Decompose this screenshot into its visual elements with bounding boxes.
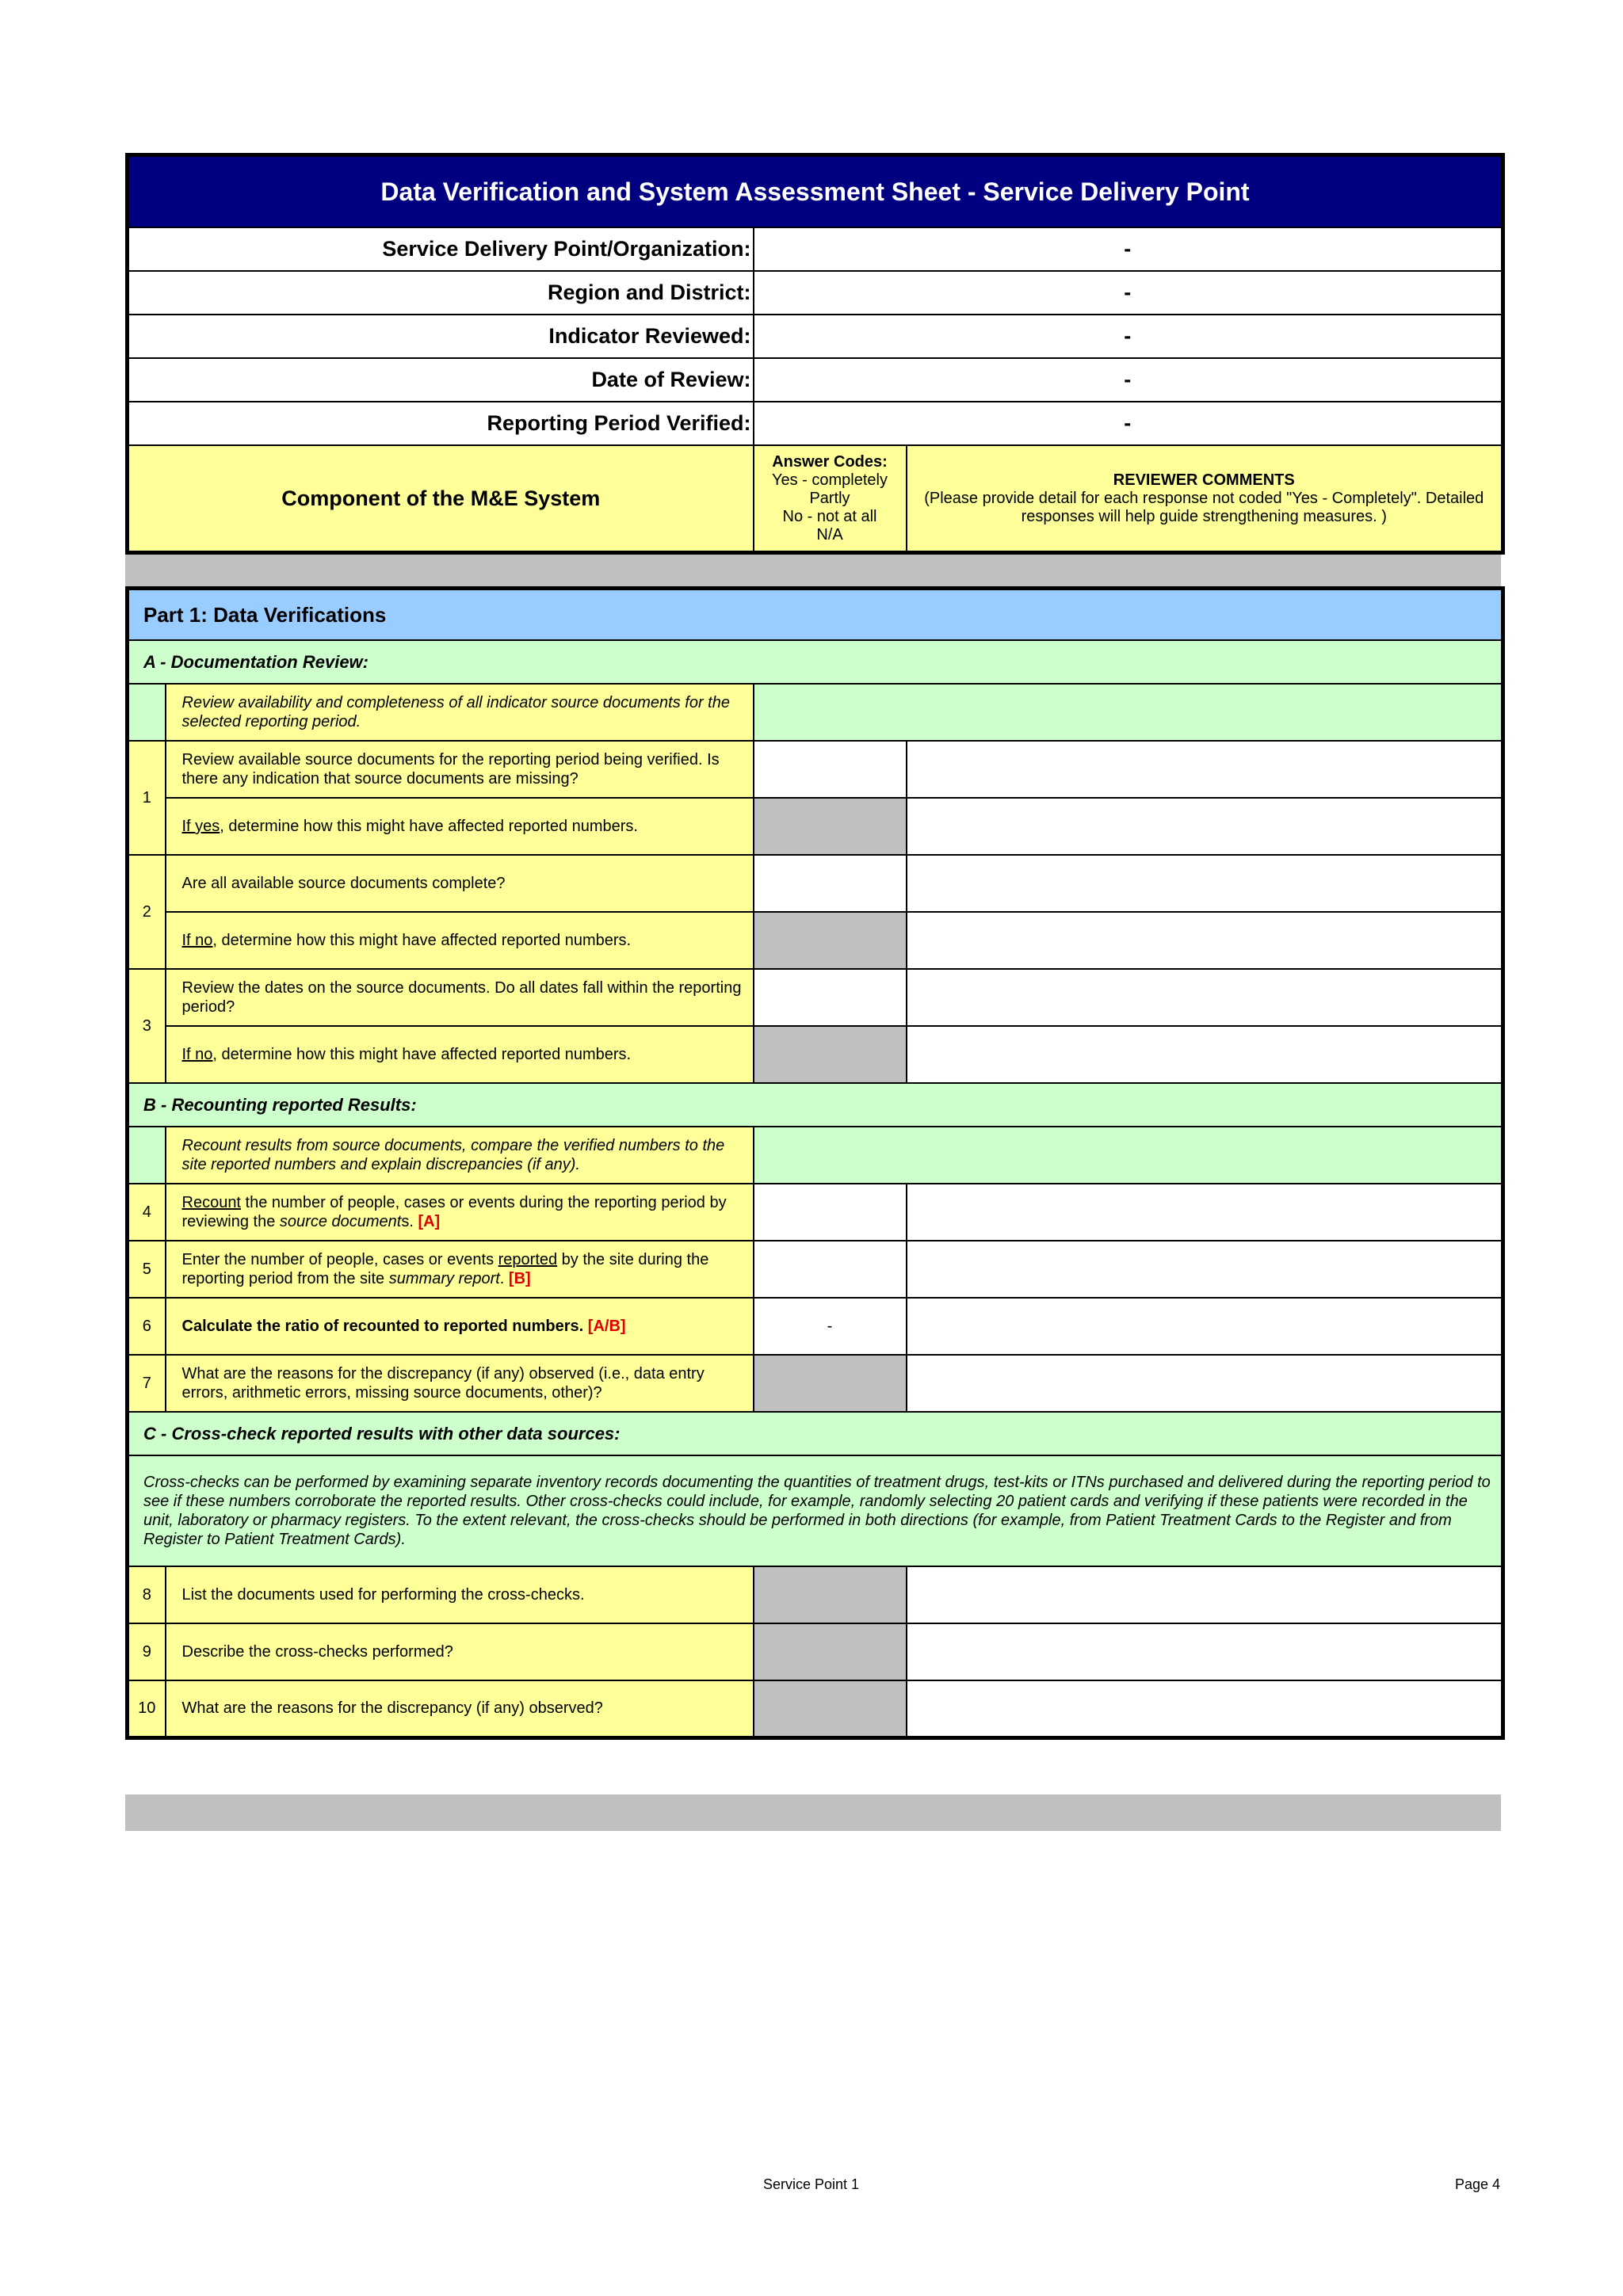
q4-text: Recount the number of people, cases or events during the reporting period by reviewing the source documents. [A]: [166, 1184, 754, 1241]
q3a-text: Review the dates on the source documents. Do all dates fall within the reporting period?: [166, 969, 754, 1026]
footer-service-point: Service Point 1: [763, 2176, 860, 2192]
field-label-date: Date of Review:: [128, 358, 754, 402]
field-label-period: Reporting Period Verified:: [128, 402, 754, 445]
section-c-title: C - Cross-check reported results with other data sources:: [128, 1412, 1503, 1455]
component-header: Component of the M&E System: [128, 445, 754, 553]
section-b-intro: Recount results from source documents, compare the verified numbers to the site reported numbers and explain discrepancies (if any).: [166, 1127, 754, 1184]
q4-number: 4: [128, 1184, 166, 1241]
q1a-comment[interactable]: [907, 741, 1503, 798]
field-value-period[interactable]: -: [754, 402, 1503, 445]
field-label-region: Region and District:: [128, 271, 754, 315]
q7-text: What are the reasons for the discrepancy (if any) observed (i.e., data entry errors, arithmetic errors, missing source documents, other)?: [166, 1355, 754, 1412]
q10-text: What are the reasons for the discrepancy (if any) observed?: [166, 1680, 754, 1737]
q8-text: List the documents used for performing the cross-checks.: [166, 1566, 754, 1623]
answer-codes-title: Answer Codes:: [772, 452, 888, 471]
q5-answer[interactable]: [754, 1241, 907, 1298]
q3b-text: If no, determine how this might have affected reported numbers.: [166, 1026, 754, 1083]
q5-text: Enter the number of people, cases or events reported by the site during the reporting period from the site summary report. [B]: [166, 1241, 754, 1298]
bottom-separator-bar: [125, 1794, 1501, 1831]
q9-number: 9: [128, 1623, 166, 1680]
assessment-sheet: [125, 153, 1501, 1740]
q5-comment[interactable]: [907, 1241, 1503, 1298]
answer-codes: [754, 445, 907, 553]
answer-code-yes: Yes - completely: [772, 471, 888, 489]
q8-comment[interactable]: [907, 1566, 1503, 1623]
q1b-comment[interactable]: [907, 798, 1503, 855]
field-value-region[interactable]: -: [754, 271, 1503, 315]
q2b-text: If no, determine how this might have affected reported numbers.: [166, 912, 754, 969]
q4-comment[interactable]: [907, 1184, 1503, 1241]
answer-code-no: No - not at all: [782, 507, 877, 525]
q7-number: 7: [128, 1355, 166, 1412]
q3a-answer[interactable]: [754, 969, 907, 1026]
answer-code-na: N/A: [816, 525, 843, 543]
reviewer-comments-text: (Please provide detail for each response not coded "Yes - Completely". Detailed responses will help guide strengthening measures. ): [924, 489, 1484, 525]
part1-table: [125, 586, 1505, 1740]
reviewer-comments-header: [907, 445, 1503, 553]
q10-comment[interactable]: [907, 1680, 1503, 1737]
field-value-date[interactable]: -: [754, 358, 1503, 402]
q2-number: 2: [128, 855, 166, 969]
q3-number: 3: [128, 969, 166, 1083]
part1-title: Part 1: Data Verifications: [128, 589, 1503, 641]
section-a-title: A - Documentation Review:: [128, 640, 1503, 684]
section-b-title: B - Recounting reported Results:: [128, 1083, 1503, 1127]
q7-comment[interactable]: [907, 1355, 1503, 1412]
q9-text: Describe the cross-checks performed?: [166, 1623, 754, 1680]
q4-answer[interactable]: [754, 1184, 907, 1241]
q8-number: 8: [128, 1566, 166, 1623]
field-label-sdp: Service Delivery Point/Organization:: [128, 227, 754, 271]
q3a-comment[interactable]: [907, 969, 1503, 1026]
q2b-comment[interactable]: [907, 912, 1503, 969]
q1b-text: If yes, determine how this might have affected reported numbers.: [166, 798, 754, 855]
q1a-text: Review available source documents for the reporting period being verified. Is there any indication that source documents are missing?: [166, 741, 754, 798]
sheet-title: Data Verification and System Assessment Sheet - Service Delivery Point: [128, 155, 1503, 228]
field-value-indicator[interactable]: -: [754, 315, 1503, 358]
field-value-sdp[interactable]: -: [754, 227, 1503, 271]
header-table: [125, 153, 1505, 555]
q6-number: 6: [128, 1298, 166, 1355]
footer-page-number: Page 4: [1455, 2176, 1501, 2192]
q9-comment[interactable]: [907, 1623, 1503, 1680]
q2a-comment[interactable]: [907, 855, 1503, 912]
q6-text: Calculate the ratio of recounted to reported numbers. [A/B]: [166, 1298, 754, 1355]
q2a-answer[interactable]: [754, 855, 907, 912]
q6-comment[interactable]: [907, 1298, 1503, 1355]
q5-number: 5: [128, 1241, 166, 1298]
q6-ratio-value: -: [754, 1298, 907, 1355]
field-label-indicator: Indicator Reviewed:: [128, 315, 754, 358]
q2a-text: Are all available source documents complete?: [166, 855, 754, 912]
section-a-intro: Review availability and completeness of all indicator source documents for the selected reporting period.: [166, 684, 754, 741]
q1a-answer[interactable]: [754, 741, 907, 798]
section-c-note: Cross-checks can be performed by examining separate inventory records documenting the quantities of treatment drugs, test-kits or ITNs purchased and delivered during the reporting period to see if these numbers corroborate the reported results. Other cross-checks could include, for example, randomly selecting 20 patient cards and verifying if these patients were recorded in the unit, laboratory or pharmacy registers. To the extent relevant, the cross-checks should be performed in both directions (for example, from Patient Treatment Cards to the Register and from Register to Patient Treatment Cards).: [128, 1455, 1503, 1566]
q3b-comment[interactable]: [907, 1026, 1503, 1083]
answer-code-partly: Partly: [809, 489, 850, 507]
separator-bar: [125, 555, 1501, 586]
reviewer-comments-title: REVIEWER COMMENTS: [1113, 471, 1295, 489]
q1-number: 1: [128, 741, 166, 855]
q10-number: 10: [128, 1680, 166, 1737]
